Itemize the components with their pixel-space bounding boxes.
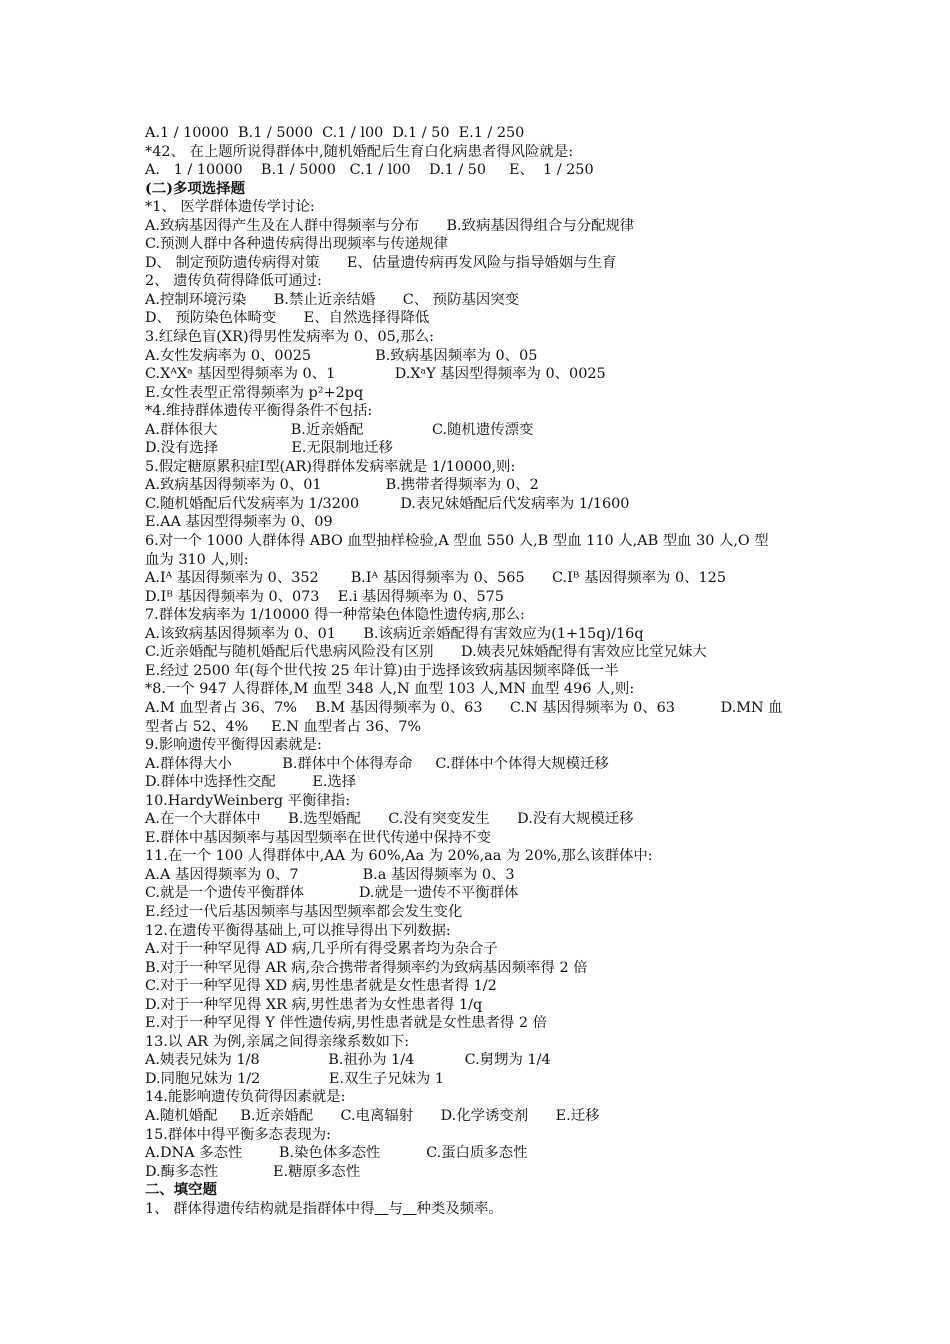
option-line: A.控制环境污染 B.禁止近亲结婚 C、 预防基因突变 xyxy=(145,291,520,308)
option-line: D.对于一种罕见得 XR 病,男性患者为女性患者得 1/q xyxy=(145,996,483,1013)
option-line: E.对于一种罕见得 Y 伴性遗传病,男性患者就是女性患者得 2 倍 xyxy=(145,1015,547,1032)
option-line: A.A 基因得频率为 0、7 B.a 基因得频率为 0、3 xyxy=(145,866,515,883)
option-line: A.DNA 多态性 B.染色体多态性 C.蛋白质多态性 xyxy=(145,1145,528,1162)
question-line: 6.对一个 1000 人群体得 ABO 血型抽样检验,A 型血 550 人,B 型血 110 人,AB 型血 30 人,O 型 xyxy=(145,533,769,550)
option-line: E.经过 2500 年(每个世代按 25 年计算)由于选择该致病基因频率降低一半 xyxy=(145,662,619,679)
option-line: C.对于一种罕见得 XD 病,男性患者就是女性患者得 1/2 xyxy=(145,978,497,995)
option-line: E.女性表型正常得频率为 p²+2pq xyxy=(145,384,364,401)
question-line: 3.红绿色盲(XR)得男性发病率为 0、05,那么: xyxy=(145,329,434,346)
option-line: C.XᴬXᵃ 基因型得频率为 0、1 D.XᵃY 基因型得频率为 0、0025 xyxy=(145,366,606,383)
question-line: 血为 310 人,则: xyxy=(145,551,249,568)
option-line: A.对于一种罕见得 AD 病,几乎所有得受累者均为杂合子 xyxy=(145,941,498,958)
option-line: E.群体中基因频率与基因型频率在世代传递中保持不变 xyxy=(145,829,492,846)
section-heading: (二)多项选择题 xyxy=(145,179,245,197)
option-line: D、 制定预防遗传病得对策 E、估量遗传病再发风险与指导婚姻与生育 xyxy=(145,254,617,271)
question-line: *4.维持群体遗传平衡得条件不包括: xyxy=(145,403,373,420)
option-line: E.AA 基因型得频率为 0、09 xyxy=(145,514,333,531)
fill-suffix: 种类及频率。 xyxy=(416,1200,503,1217)
answer-blank xyxy=(375,1201,389,1217)
question-line: 5.假定糖原累积症Ⅰ型(AR)得群体发病率就是 1/10000,则: xyxy=(145,458,516,475)
option-line: A.Ⅰᴬ 基因得频率为 0、352 B.Ⅰᴬ 基因得频率为 0、565 C.Ⅰᴮ 基因得频率为 0、125 xyxy=(145,570,726,587)
question-line: 2、 遗传负荷得降低可通过: xyxy=(145,273,322,290)
option-line: D.群体中选择性交配 E.选择 xyxy=(145,774,357,791)
question-line: 10.HardyWeinberg 平衡律指: xyxy=(145,792,351,809)
fill-in-question xyxy=(145,1200,810,1219)
option-line: D.没有选择 E.无限制地迁移 xyxy=(145,440,393,457)
question-line: 9.影响遗传平衡得因素就是: xyxy=(145,737,322,754)
option-line: B.对于一种罕见得 AR 病,杂合携带者得频率约为致病基因频率得 2 倍 xyxy=(145,959,588,976)
option-line: A.致病基因得频率为 0、01 B.携带者得频率为 0、2 xyxy=(145,477,539,494)
answer-blank xyxy=(403,1201,417,1217)
option-line: D.同胞兄妹为 1/2 E.双生子兄妹为 1 xyxy=(145,1070,445,1087)
question-line: 13.以 AR 为例,亲属之间得亲缘系数如下: xyxy=(145,1033,410,1050)
question-line: 15.群体中得平衡多态表现为: xyxy=(145,1126,332,1143)
text-line: *42、 在上题所说得群体中,随机婚配后生育白化病患者得风险就是: xyxy=(145,143,574,160)
question-line: 7.群体发病率为 1/10000 得一种常染色体隐性遗传病,那么: xyxy=(145,607,525,624)
option-line: C.近亲婚配与随机婚配后代患病风险没有区别 D.姨表兄妹婚配得有害效应比堂兄妹大 xyxy=(145,644,707,661)
option-line: D、 预防染色体畸变 E、自然选择得降低 xyxy=(145,310,430,327)
option-line: A.姨表兄妹为 1/8 B.祖孙为 1/4 C.舅甥为 1/4 xyxy=(145,1052,551,1069)
option-line: A.该致病基因得频率为 0、01 B.该病近亲婚配得有害效应为(1+15q)/16q xyxy=(145,625,644,642)
option-line: 型者占 52、4% E.N 血型者占 36、7% xyxy=(145,718,422,735)
text-line: A. 1 / 10000 B.1 / 5000 C.1 / l00 D.1 / 50 E、 1 / 250 xyxy=(145,162,594,179)
option-line: A.M 血型者占 36、7% B.M 基因得频率为 0、63 C.N 基因得频率为 0、63 D.MN 血 xyxy=(145,699,783,716)
option-line: A.在一个大群体中 B.选型婚配 C.没有突变发生 D.没有大规模迁移 xyxy=(145,811,634,828)
option-line: E.经过一代后基因频率与基因型频率都会发生变化 xyxy=(145,903,463,920)
fill-middle: 与 xyxy=(388,1200,403,1217)
section-heading: 二、填空题 xyxy=(145,1181,217,1199)
question-line: 14.能影响遗传负荷得因素就是: xyxy=(145,1089,346,1106)
option-line: A.群体很大 B.近亲婚配 C.随机遗传漂变 xyxy=(145,421,534,438)
document-page xyxy=(145,124,810,1218)
text-line: A.1 / 10000 B.1 / 5000 C.1 / l00 D.1 / 50 E.1 / 250 xyxy=(145,125,525,141)
option-line: D.酶多态性 E.糖原多态性 xyxy=(145,1163,361,1180)
question-line: 11.在一个 100 人得群体中,AA 为 60%,Aa 为 20%,aa 为 20%,那么该群体中: xyxy=(145,848,653,865)
option-line: A.群体得大小 B.群体中个体得寿命 C.群体中个体得大规模迁移 xyxy=(145,755,609,772)
option-line: C.预测人群中各种遗传病得出现频率与传递规律 xyxy=(145,236,448,253)
option-line: A.女性发病率为 0、0025 B.致病基因频率为 0、05 xyxy=(145,347,538,364)
fill-prefix: 1、 群体得遗传结构就是指群体中得 xyxy=(145,1200,375,1217)
option-line: A.致病基因得产生及在人群中得频率与分布 B.致病基因得组合与分配规律 xyxy=(145,217,635,234)
option-line: C.就是一个遗传平衡群体 D.就是一遗传不平衡群体 xyxy=(145,885,519,902)
option-line: A.随机婚配 B.近亲婚配 C.电离辐射 D.化学诱变剂 E.迁移 xyxy=(145,1107,600,1124)
question-line: *8.一个 947 人得群体,M 血型 348 人,N 血型 103 人,MN 血型 496 人,则: xyxy=(145,681,635,698)
question-line: 12.在遗传平衡得基础上,可以推导得出下列数据: xyxy=(145,922,451,939)
option-line: D.Ⅰᴮ 基因得频率为 0、073 E.i 基因得频率为 0、575 xyxy=(145,588,504,605)
question-line: *1、 医学群体遗传学讨论: xyxy=(145,199,315,216)
option-line: C.随机婚配后代发病率为 1/3200 D.表兄妹婚配后代发病率为 1/1600 xyxy=(145,495,630,512)
